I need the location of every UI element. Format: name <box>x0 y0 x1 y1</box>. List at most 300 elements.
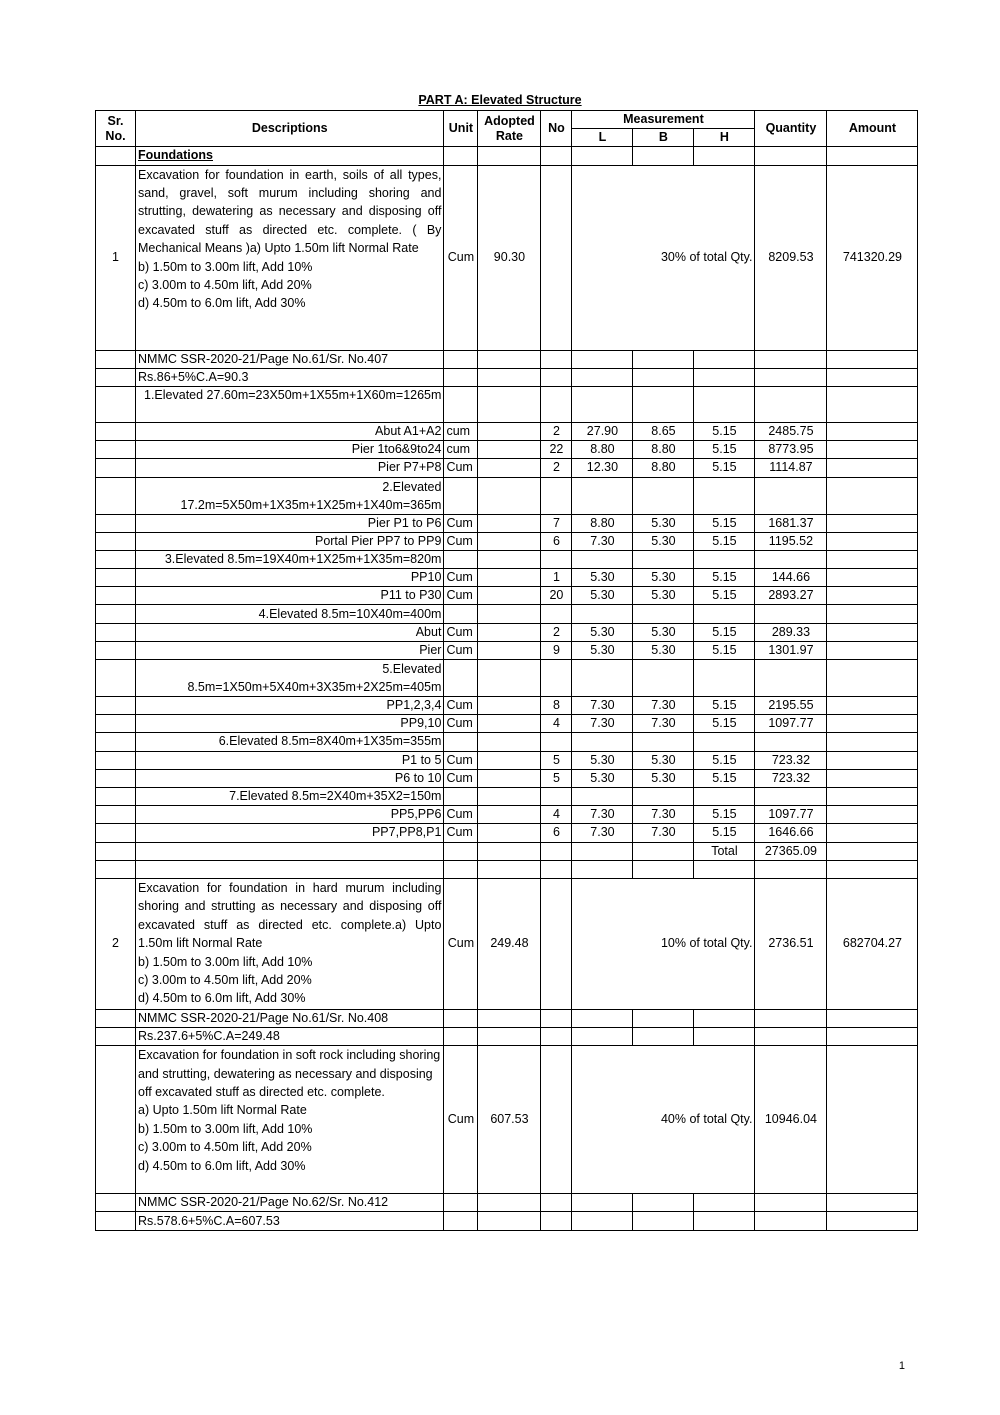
measurement-row <box>96 477 918 514</box>
row-no <box>541 860 572 878</box>
row-amount <box>827 386 918 422</box>
row-amount <box>827 806 918 824</box>
measurement-row <box>96 824 918 842</box>
row-amount <box>827 441 918 459</box>
row-b: 5.30 <box>633 514 694 532</box>
row-quantity <box>755 605 827 623</box>
row-unit: Cum <box>444 569 478 587</box>
measurement-row <box>96 605 918 623</box>
row-h: 5.15 <box>694 697 755 715</box>
row-h: 5.15 <box>694 569 755 587</box>
measurement-row <box>96 569 918 587</box>
row-unit: Cum <box>444 769 478 787</box>
row-rate <box>478 386 541 422</box>
row-no <box>541 386 572 422</box>
row-rate <box>478 806 541 824</box>
row-description: P1 to 5 <box>136 751 444 769</box>
row-quantity: 2893.27 <box>755 587 827 605</box>
item3-description <box>136 1046 444 1194</box>
measurement-row <box>96 623 918 641</box>
item2-desc-main: Excavation for foundation in hard murum including shoring and strutting as necessary and disposing off excavated stuff as directed etc. complete.a) Upto 1.50m lift Normal Rate <box>138 880 442 951</box>
row-amount <box>827 514 918 532</box>
row-b: 5.30 <box>633 641 694 659</box>
row-no: 4 <box>541 806 572 824</box>
row-description: Abut A1+A2 <box>136 422 444 440</box>
row-b <box>633 733 694 751</box>
row-unit <box>444 605 478 623</box>
row-unit: cum <box>444 422 478 440</box>
bill-of-quantities-table <box>95 110 918 1231</box>
row-h: 5.15 <box>694 514 755 532</box>
row-b <box>633 605 694 623</box>
row-description: P11 to P30 <box>136 587 444 605</box>
row-amount <box>827 422 918 440</box>
row-description: Abut <box>136 623 444 641</box>
item2-rate: 249.48 <box>478 878 541 1009</box>
item1-sr: 1 <box>96 165 136 350</box>
row-sr <box>96 587 136 605</box>
row-b <box>633 477 694 514</box>
row-b: 5.30 <box>633 569 694 587</box>
row-no <box>541 842 572 860</box>
item2-amount: 682704.27 <box>827 878 918 1009</box>
row-sr <box>96 842 136 860</box>
row-l <box>572 550 633 568</box>
row-h: 5.15 <box>694 769 755 787</box>
row-l <box>572 477 633 514</box>
row-quantity <box>755 787 827 805</box>
row-h: 5.15 <box>694 459 755 477</box>
row-description: 1.Elevated 27.60m=23X50m+1X55m+1X60m=1265m <box>136 386 444 422</box>
row-b: 5.30 <box>633 751 694 769</box>
measurement-row <box>96 441 918 459</box>
row-description <box>136 660 444 697</box>
item3-amount <box>827 1046 918 1194</box>
row-sr <box>96 787 136 805</box>
row-sr <box>96 641 136 659</box>
row-sr <box>96 697 136 715</box>
row-rate <box>478 787 541 805</box>
row-no: 20 <box>541 587 572 605</box>
row-unit: Cum <box>444 824 478 842</box>
row-sr <box>96 514 136 532</box>
row-description-line: 2.Elevated <box>382 479 442 494</box>
row-unit <box>444 733 478 751</box>
row-sr <box>96 459 136 477</box>
row-quantity: 2195.55 <box>755 697 827 715</box>
row-no: 5 <box>541 751 572 769</box>
item3-quantity: 10946.04 <box>755 1046 827 1194</box>
header-descriptions: Descriptions <box>136 111 444 147</box>
row-no: 1 <box>541 569 572 587</box>
row-h: 5.15 <box>694 806 755 824</box>
row-l: 7.30 <box>572 697 633 715</box>
row-rate <box>478 641 541 659</box>
row-description: P6 to 10 <box>136 769 444 787</box>
item3-line: a) Upto 1.50m lift Normal Rate <box>138 1103 307 1118</box>
item1-amount: 741320.29 <box>827 165 918 350</box>
row-amount <box>827 641 918 659</box>
row-no: 6 <box>541 532 572 550</box>
row-no: 22 <box>541 441 572 459</box>
row-h: 5.15 <box>694 824 755 842</box>
empty-cell <box>96 147 136 165</box>
row-amount <box>827 477 918 514</box>
row-amount <box>827 697 918 715</box>
row-l: 7.30 <box>572 806 633 824</box>
row-description: 4.Elevated 8.5m=10X40m=400m <box>136 605 444 623</box>
row-sr <box>96 441 136 459</box>
measurement-row <box>96 715 918 733</box>
row-quantity: 1097.77 <box>755 715 827 733</box>
row-no: 6 <box>541 824 572 842</box>
row-quantity: 1114.87 <box>755 459 827 477</box>
row-unit: Cum <box>444 459 478 477</box>
row-unit <box>444 477 478 514</box>
row-sr <box>96 422 136 440</box>
row-no <box>541 733 572 751</box>
measurement-row <box>96 769 918 787</box>
row-amount <box>827 623 918 641</box>
row-amount <box>827 769 918 787</box>
row-l <box>572 787 633 805</box>
row-b <box>633 660 694 697</box>
row-unit: Cum <box>444 751 478 769</box>
row-l: 7.30 <box>572 715 633 733</box>
row-description: Pier <box>136 641 444 659</box>
row-no: 7 <box>541 514 572 532</box>
row-h: 5.15 <box>694 715 755 733</box>
item3-measure-note: 40% of total Qty. <box>572 1046 755 1194</box>
row-b: 8.80 <box>633 459 694 477</box>
row-b <box>633 386 694 422</box>
row-description: Pier P7+P8 <box>136 459 444 477</box>
item1-description <box>136 165 444 350</box>
row-h <box>694 787 755 805</box>
row-l <box>572 660 633 697</box>
header-quantity: Quantity <box>755 111 827 147</box>
row-sr <box>96 550 136 568</box>
row-rate <box>478 514 541 532</box>
row-unit: Cum <box>444 514 478 532</box>
row-b: 5.30 <box>633 532 694 550</box>
row-description: PP9,10 <box>136 715 444 733</box>
row-l: 27.90 <box>572 422 633 440</box>
row-description: Portal Pier PP7 to PP9 <box>136 532 444 550</box>
row-no <box>541 550 572 568</box>
row-b: 5.30 <box>633 769 694 787</box>
row-quantity: 8773.95 <box>755 441 827 459</box>
measurement-row <box>96 459 918 477</box>
measurement-row <box>96 733 918 751</box>
row-quantity: 144.66 <box>755 569 827 587</box>
row-unit: cum <box>444 441 478 459</box>
item3-rate: 607.53 <box>478 1046 541 1194</box>
row-quantity: 27365.09 <box>755 842 827 860</box>
row-rate <box>478 697 541 715</box>
row-sr <box>96 386 136 422</box>
item2-sr: 2 <box>96 878 136 1009</box>
row-rate <box>478 751 541 769</box>
row-quantity: 1681.37 <box>755 514 827 532</box>
measurement-row <box>96 386 918 422</box>
row-l: 12.30 <box>572 459 633 477</box>
item3-line: c) 3.00m to 4.50m lift, Add 20% <box>138 1140 312 1155</box>
item3-ref: NMMC SSR-2020-21/Page No.62/Sr. No.412 <box>136 1194 444 1212</box>
row-amount <box>827 824 918 842</box>
item1-quantity: 8209.53 <box>755 165 827 350</box>
item1-unit: Cum <box>444 165 478 350</box>
row-l: 5.30 <box>572 587 633 605</box>
row-sr <box>96 623 136 641</box>
row-h: 5.15 <box>694 532 755 550</box>
row-amount <box>827 842 918 860</box>
row-description: 3.Elevated 8.5m=19X40m+1X25m+1X35m=820m <box>136 550 444 568</box>
row-rate <box>478 459 541 477</box>
row-h: 5.15 <box>694 641 755 659</box>
row-rate <box>478 842 541 860</box>
row-description: PP1,2,3,4 <box>136 697 444 715</box>
row-l <box>572 733 633 751</box>
row-l: 5.30 <box>572 769 633 787</box>
row-unit: Cum <box>444 806 478 824</box>
row-h: 5.15 <box>694 422 755 440</box>
row-l: 5.30 <box>572 569 633 587</box>
row-sr <box>96 806 136 824</box>
item1-line: b) 1.50m to 3.00m lift, Add 10% <box>138 259 313 274</box>
row-b: 5.30 <box>633 587 694 605</box>
row-quantity <box>755 477 827 514</box>
row-rate <box>478 477 541 514</box>
row-rate <box>478 532 541 550</box>
row-l <box>572 605 633 623</box>
item3-desc-main: Excavation for foundation in soft rock including shoring and strutting, dewatering as necessary and disposing off excavated stuff as directed etc. complete. <box>138 1048 441 1100</box>
row-b: 8.65 <box>633 422 694 440</box>
row-rate <box>478 569 541 587</box>
row-amount <box>827 733 918 751</box>
row-quantity: 1195.52 <box>755 532 827 550</box>
row-l: 8.80 <box>572 514 633 532</box>
row-rate <box>478 605 541 623</box>
row-l: 7.30 <box>572 824 633 842</box>
row-l <box>572 842 633 860</box>
item3-rate-calc: Rs.578.6+5%C.A=607.53 <box>136 1212 444 1230</box>
row-unit: Cum <box>444 623 478 641</box>
row-no: 9 <box>541 641 572 659</box>
row-sr <box>96 532 136 550</box>
row-quantity: 1097.77 <box>755 806 827 824</box>
page-number: 1 <box>898 1360 905 1372</box>
row-b: 7.30 <box>633 806 694 824</box>
header-no: No <box>541 111 572 147</box>
row-quantity <box>755 550 827 568</box>
row-unit: Cum <box>444 715 478 733</box>
item1-measure-note: 30% of total Qty. <box>572 165 755 350</box>
item1-line: d) 4.50m to 6.0m lift, Add 30% <box>138 296 306 311</box>
row-description-line: 5.Elevated <box>382 662 442 676</box>
row-sr <box>96 860 136 878</box>
row-sr <box>96 569 136 587</box>
row-sr <box>96 824 136 842</box>
header-b: B <box>633 129 694 147</box>
row-quantity <box>755 660 827 697</box>
row-h: Total <box>694 842 755 860</box>
item3-unit: Cum <box>444 1046 478 1194</box>
row-amount <box>827 860 918 878</box>
row-h <box>694 660 755 697</box>
row-rate <box>478 660 541 697</box>
row-h <box>694 605 755 623</box>
item2-line: d) 4.50m to 6.0m lift, Add 30% <box>138 991 306 1006</box>
row-rate <box>478 733 541 751</box>
section-heading: Foundations <box>136 147 444 165</box>
row-unit <box>444 550 478 568</box>
row-quantity: 2485.75 <box>755 422 827 440</box>
row-l: 5.30 <box>572 641 633 659</box>
header-sr-no-text: Sr. No. <box>105 113 126 143</box>
row-description-line: 8.5m=1X50m+5X40m+3X35m+2X25m=405m <box>187 680 442 694</box>
row-sr <box>96 660 136 697</box>
row-rate <box>478 824 541 842</box>
row-quantity: 1646.66 <box>755 824 827 842</box>
measurement-row <box>96 550 918 568</box>
row-no: 2 <box>541 422 572 440</box>
measurement-row <box>96 806 918 824</box>
row-no: 2 <box>541 459 572 477</box>
header-unit: Unit <box>444 111 478 147</box>
row-description: PP7,PP8,P1 <box>136 824 444 842</box>
measurement-row <box>96 587 918 605</box>
item2-rate-calc: Rs.237.6+5%C.A=249.48 <box>136 1028 444 1046</box>
row-unit <box>444 860 478 878</box>
row-description: Pier P1 to P6 <box>136 514 444 532</box>
row-b <box>633 787 694 805</box>
row-h: 5.15 <box>694 623 755 641</box>
row-quantity <box>755 733 827 751</box>
row-amount <box>827 459 918 477</box>
row-l <box>572 386 633 422</box>
item1-ref: NMMC SSR-2020-21/Page No.61/Sr. No.407 <box>136 350 444 368</box>
measurement-row <box>96 660 918 697</box>
row-description <box>136 842 444 860</box>
row-l: 5.30 <box>572 751 633 769</box>
row-sr <box>96 733 136 751</box>
row-h: 5.15 <box>694 751 755 769</box>
row-rate <box>478 715 541 733</box>
row-description-line: 17.2m=5X50m+1X35m+1X25m+1X40m=365m <box>180 497 442 512</box>
row-no <box>541 660 572 697</box>
row-sr <box>96 477 136 514</box>
row-h: 5.15 <box>694 587 755 605</box>
row-b: 7.30 <box>633 697 694 715</box>
row-quantity: 723.32 <box>755 769 827 787</box>
row-quantity <box>755 860 827 878</box>
row-amount <box>827 751 918 769</box>
item2-ref: NMMC SSR-2020-21/Page No.61/Sr. No.408 <box>136 1009 444 1027</box>
row-h <box>694 860 755 878</box>
row-unit <box>444 386 478 422</box>
row-l: 7.30 <box>572 532 633 550</box>
header-sr-no <box>96 111 136 147</box>
row-amount <box>827 787 918 805</box>
row-b <box>633 842 694 860</box>
row-b: 5.30 <box>633 623 694 641</box>
row-quantity: 289.33 <box>755 623 827 641</box>
header-adopted-rate <box>478 111 541 147</box>
row-rate <box>478 860 541 878</box>
item2-unit: Cum <box>444 878 478 1009</box>
measurement-row <box>96 641 918 659</box>
row-no: 4 <box>541 715 572 733</box>
row-description: 6.Elevated 8.5m=8X40m+1X35m=355m <box>136 733 444 751</box>
item1-rate: 90.30 <box>478 165 541 350</box>
item1-line: c) 3.00m to 4.50m lift, Add 20% <box>138 278 312 292</box>
row-no: 5 <box>541 769 572 787</box>
row-amount <box>827 605 918 623</box>
row-unit: Cum <box>444 697 478 715</box>
row-h <box>694 386 755 422</box>
row-l: 8.80 <box>572 441 633 459</box>
measurement-row <box>96 751 918 769</box>
row-amount <box>827 532 918 550</box>
row-unit: Cum <box>444 587 478 605</box>
item1-rate-calc: Rs.86+5%C.A=90.3 <box>136 368 444 386</box>
item2-measure-note: 10% of total Qty. <box>572 878 755 1009</box>
item3-line: d) 4.50m to 6.0m lift, Add 30% <box>138 1158 306 1173</box>
page-title: PART A: Elevated Structure <box>418 93 582 107</box>
row-description <box>136 860 444 878</box>
row-description <box>136 477 444 514</box>
item1-desc-main: Excavation for foundation in earth, soils of all types, sand, gravel, soft murum including shoring and strutting, dewatering as necessary and disposing off excavated stuff as directed etc. complete. ( By Mechanical Means )a) Upto 1.50m lift Normal Rate <box>138 167 442 256</box>
header-h: H <box>694 129 755 147</box>
row-description: PP5,PP6 <box>136 806 444 824</box>
row-b: 8.80 <box>633 441 694 459</box>
row-amount <box>827 569 918 587</box>
header-rate-text: Adopted Rate <box>484 113 535 143</box>
row-description: 7.Elevated 8.5m=2X40m+35X2=150m <box>136 787 444 805</box>
row-amount <box>827 550 918 568</box>
row-quantity <box>755 386 827 422</box>
header-measurement: Measurement <box>572 111 755 129</box>
measurement-row <box>96 842 918 860</box>
row-amount <box>827 715 918 733</box>
row-no: 8 <box>541 697 572 715</box>
row-description: PP10 <box>136 569 444 587</box>
row-amount <box>827 587 918 605</box>
row-description: Pier 1to6&9to24 <box>136 441 444 459</box>
row-l: 5.30 <box>572 623 633 641</box>
row-rate <box>478 422 541 440</box>
item3-line: b) 1.50m to 3.00m lift, Add 10% <box>138 1121 313 1136</box>
row-unit: Cum <box>444 532 478 550</box>
row-h <box>694 550 755 568</box>
row-no <box>541 477 572 514</box>
row-no <box>541 787 572 805</box>
row-quantity: 723.32 <box>755 751 827 769</box>
measurement-row <box>96 514 918 532</box>
row-unit: Cum <box>444 641 478 659</box>
row-unit <box>444 787 478 805</box>
measurement-row <box>96 860 918 878</box>
measurement-row <box>96 422 918 440</box>
row-h <box>694 477 755 514</box>
item2-description <box>136 878 444 1009</box>
row-sr <box>96 715 136 733</box>
row-b: 7.30 <box>633 824 694 842</box>
row-rate <box>478 623 541 641</box>
row-amount <box>827 660 918 697</box>
header-l: L <box>572 129 633 147</box>
